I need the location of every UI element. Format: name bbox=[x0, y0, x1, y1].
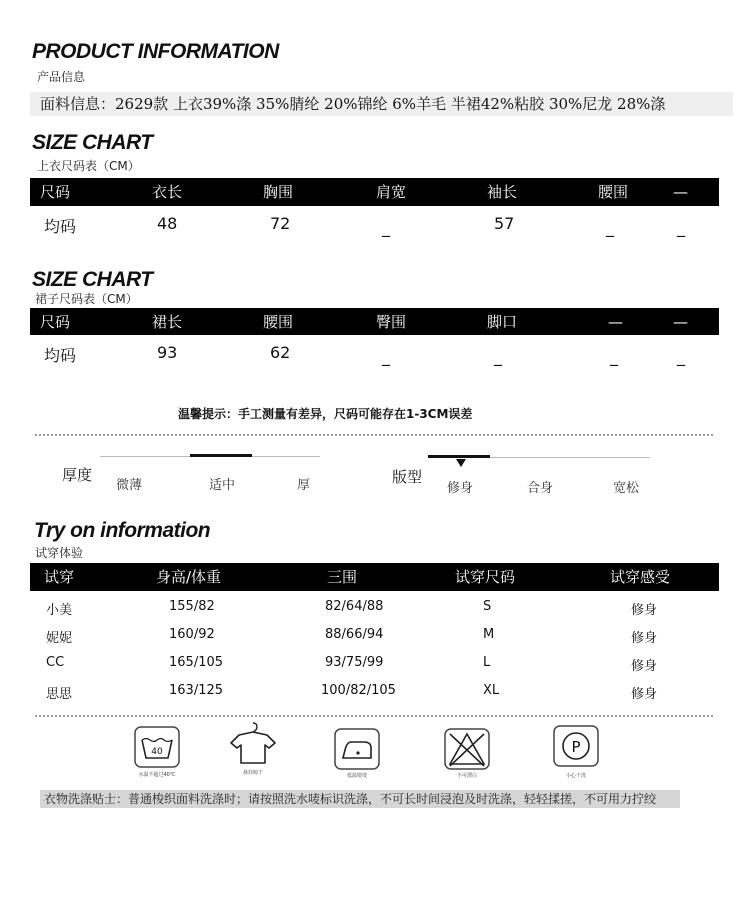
table-cell: 修身 bbox=[631, 687, 658, 702]
table-cell: _ bbox=[677, 218, 685, 237]
table-cell: _ bbox=[382, 218, 390, 237]
header-cell: — bbox=[673, 313, 688, 331]
table-cell: XL bbox=[483, 683, 500, 698]
fabric-info: 面料信息：2629款 上衣39%涤 35%腈纶 20%锦纶 6%羊毛 半裙42%粘胶 30%尼龙 28%涤 bbox=[30, 92, 733, 116]
table-cell: 修身 bbox=[631, 631, 658, 646]
try-on-title: Try on information bbox=[34, 519, 211, 542]
header-cell: 腰围 bbox=[598, 183, 629, 201]
fit-pointer-icon bbox=[456, 459, 466, 467]
hang-dry-icon bbox=[229, 721, 277, 771]
table-cell: 48 bbox=[157, 214, 178, 233]
header-cell: 袖长 bbox=[487, 183, 518, 201]
header-cell: 衣长 bbox=[152, 183, 183, 201]
top-chart-title: SIZE CHART bbox=[32, 131, 153, 154]
low-iron-icon bbox=[334, 728, 380, 774]
thickness-option: 适中 bbox=[209, 478, 236, 493]
header-cell: 试穿感受 bbox=[610, 568, 671, 586]
header-cell: 肩宽 bbox=[376, 183, 407, 201]
thickness-selected-marker bbox=[190, 454, 252, 457]
care-caption: 低温熨烫 bbox=[346, 773, 367, 779]
table-cell: 72 bbox=[270, 214, 291, 233]
table-row bbox=[30, 655, 719, 673]
try-on-subtitle: 试穿体验 bbox=[35, 546, 84, 560]
table-cell: L bbox=[483, 655, 491, 670]
header-cell: 尺码 bbox=[40, 313, 71, 331]
table-cell: CC bbox=[46, 655, 65, 670]
skirt-chart-subtitle: 裙子尺码表（CM） bbox=[35, 292, 138, 306]
header-cell: 身高/体重 bbox=[156, 568, 222, 586]
wash-40-icon bbox=[134, 726, 180, 772]
top-chart-row bbox=[30, 214, 719, 240]
divider bbox=[35, 434, 713, 436]
measurement-tip: 温馨提示：手工测量有差异，尺码可能存在1-3CM误差 bbox=[178, 407, 473, 421]
table-cell: S bbox=[483, 599, 492, 614]
table-cell: _ bbox=[610, 347, 618, 366]
header-cell: 腰围 bbox=[263, 313, 294, 331]
table-cell: 160/92 bbox=[169, 627, 215, 642]
header-cell: 试穿尺码 bbox=[455, 568, 516, 586]
header-cell: 臀围 bbox=[376, 313, 407, 331]
top-chart-header bbox=[30, 178, 719, 206]
svg-text:40: 40 bbox=[151, 747, 163, 757]
table-row bbox=[30, 599, 719, 617]
table-cell: 165/105 bbox=[169, 655, 224, 670]
table-cell: 82/64/88 bbox=[325, 599, 384, 614]
skirt-chart-header bbox=[30, 308, 719, 335]
dry-clean-icon bbox=[553, 725, 599, 771]
table-cell: 163/125 bbox=[169, 683, 224, 698]
table-cell: 妮妮 bbox=[46, 631, 73, 646]
table-cell: 62 bbox=[270, 343, 291, 362]
table-cell: M bbox=[483, 627, 495, 642]
header-cell: 胸围 bbox=[263, 183, 294, 201]
fit-selected-marker bbox=[428, 455, 490, 458]
divider bbox=[35, 715, 713, 717]
table-row bbox=[30, 627, 719, 645]
thickness-label: 厚度 bbox=[62, 466, 93, 484]
table-cell: _ bbox=[606, 218, 614, 237]
table-cell: 93/75/99 bbox=[325, 655, 384, 670]
care-caption: 不可漂白 bbox=[456, 773, 477, 779]
table-cell: 155/82 bbox=[169, 599, 215, 614]
care-caption: 悬挂晾干 bbox=[242, 770, 263, 776]
table-cell: 均码 bbox=[44, 346, 77, 365]
table-cell: 修身 bbox=[631, 659, 658, 674]
fit-option: 合身 bbox=[527, 481, 554, 496]
table-cell: 均码 bbox=[44, 217, 77, 236]
no-bleach-icon bbox=[444, 728, 490, 774]
table-cell: 思思 bbox=[46, 687, 73, 702]
fit-option: 宽松 bbox=[613, 481, 640, 496]
care-caption: 水温不超过40℃ bbox=[138, 772, 176, 778]
care-caption: 小心干洗 bbox=[565, 773, 586, 779]
table-cell: _ bbox=[382, 347, 390, 366]
table-cell: 小美 bbox=[46, 603, 73, 618]
thickness-option: 厚 bbox=[297, 478, 311, 493]
header-cell: 试穿 bbox=[44, 568, 75, 586]
table-cell: 57 bbox=[494, 214, 515, 233]
table-cell: _ bbox=[494, 347, 502, 366]
svg-text:P: P bbox=[571, 738, 581, 756]
thickness-option: 微薄 bbox=[116, 478, 143, 493]
table-cell: 93 bbox=[157, 343, 178, 362]
header-cell: 尺码 bbox=[40, 183, 71, 201]
page-title: PRODUCT INFORMATION bbox=[32, 40, 279, 63]
skirt-chart-row bbox=[30, 343, 719, 369]
header-cell: 裙长 bbox=[152, 313, 183, 331]
header-cell: 三围 bbox=[327, 568, 358, 586]
table-cell: 修身 bbox=[631, 603, 658, 618]
care-note: 衣物洗涤贴士：普通梭织面料洗涤时；请按照洗水唛标识洗涤，不可长时间浸泡及时洗涤，轻轻揉搓，不可用力拧绞 bbox=[40, 790, 680, 808]
fit-option: 修身 bbox=[447, 481, 474, 496]
table-cell: _ bbox=[677, 347, 685, 366]
header-cell: 脚口 bbox=[487, 313, 518, 331]
fit-label: 版型 bbox=[392, 468, 423, 486]
table-cell: 100/82/105 bbox=[321, 683, 396, 698]
table-row bbox=[30, 683, 719, 701]
page-subtitle: 产品信息 bbox=[37, 70, 86, 84]
header-cell: — bbox=[608, 313, 623, 331]
table-cell: 88/66/94 bbox=[325, 627, 384, 642]
skirt-chart-title: SIZE CHART bbox=[32, 268, 153, 291]
header-cell: — bbox=[673, 183, 688, 201]
top-chart-subtitle: 上衣尺码表（CM） bbox=[37, 159, 140, 173]
try-on-header bbox=[30, 563, 719, 591]
